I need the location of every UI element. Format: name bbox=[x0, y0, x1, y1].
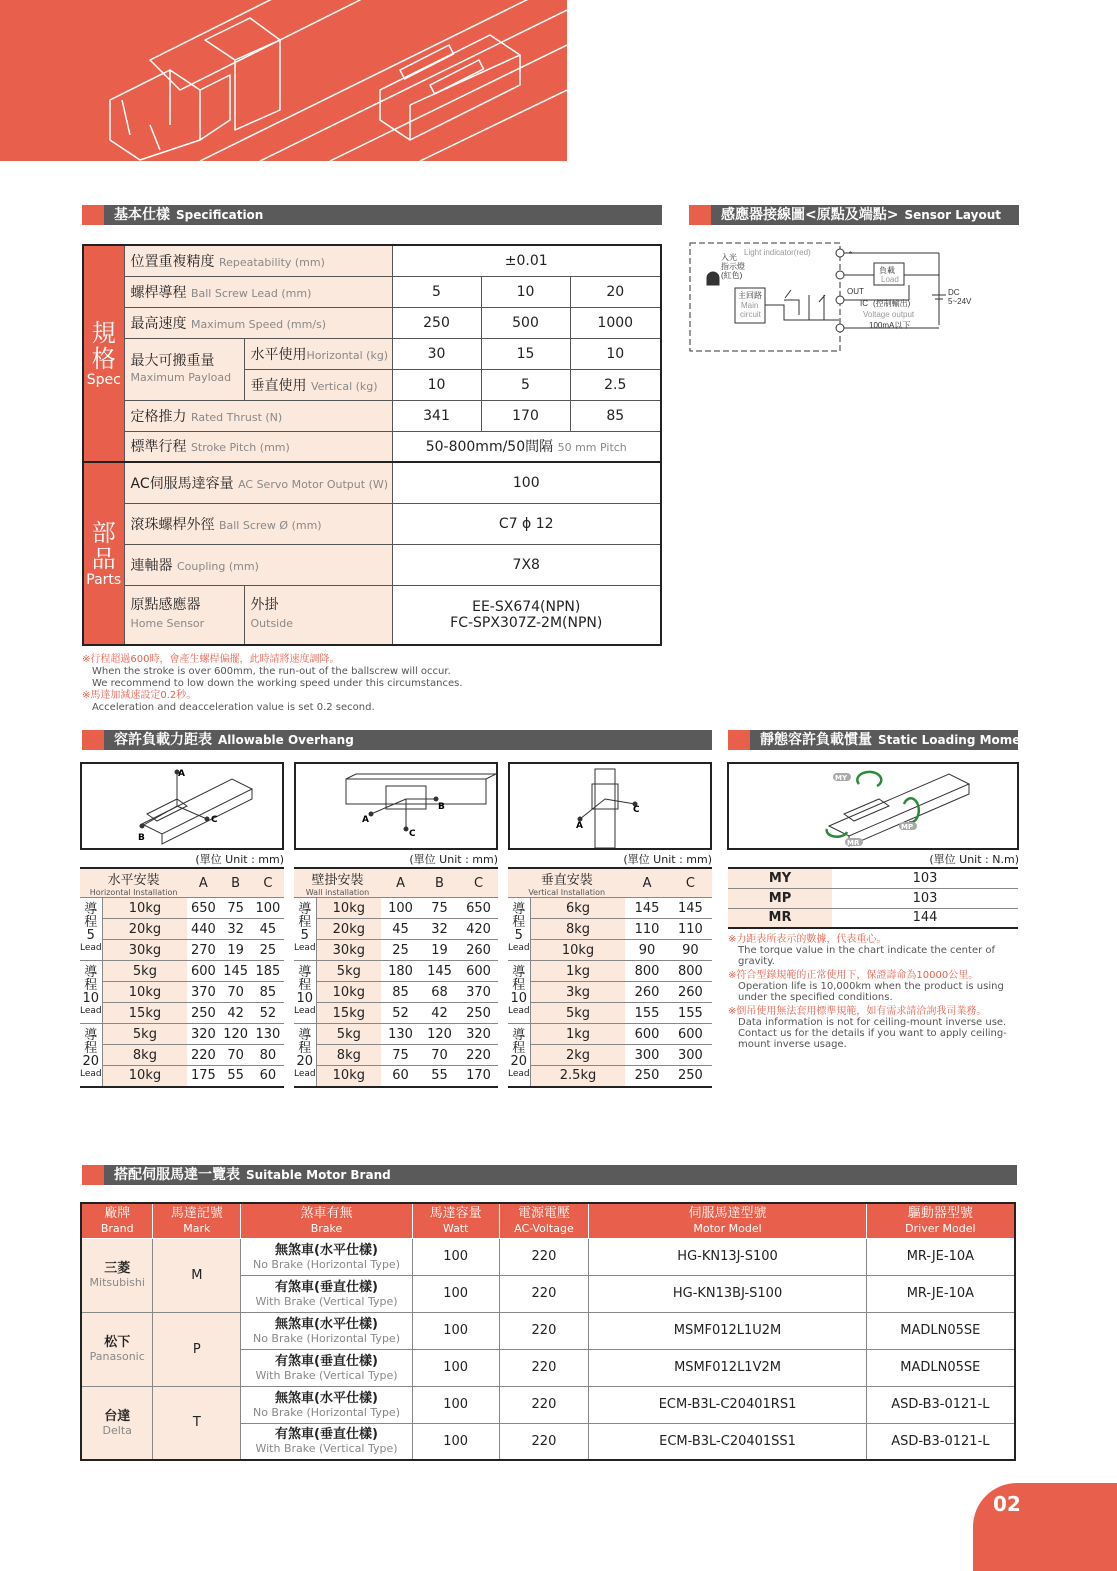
lead-label: 導程 20 Lead bbox=[294, 1024, 316, 1087]
spec-row-speed: 最高速度 Maximum Speed (mm/s) 250 500 1000 bbox=[83, 307, 661, 338]
svg-text:MP: MP bbox=[901, 823, 914, 831]
spec-row-repeatability: 規 格 Spec 位置重複精度 Repeatability (mm) ±0.01 bbox=[83, 245, 661, 276]
svg-text:5~24V: 5~24V bbox=[948, 297, 972, 306]
table-header-row: 垂直安裝 Vertical Installation A C bbox=[508, 868, 712, 898]
table-row: 導程 20 Lead 5kg 130 120 320 bbox=[294, 1024, 498, 1045]
spec-row-thrust: 定格推力 Rated Thrust (N) 341 170 85 bbox=[83, 400, 661, 431]
motor-header-row: 廠牌 Brand 馬達記號 Mark 煞車有無 Brake 馬達容量 Watt 電源電壓 AC-Voltage 伺服馬達型號 Motor Model 驅動器型號 Driver Model bbox=[81, 1203, 1015, 1238]
table-row: 20kg 45 32 420 bbox=[294, 919, 498, 940]
table-row: 導程 5 Lead 10kg 650 75 100 bbox=[80, 898, 284, 919]
overhang-unit: (單位 Unit : mm) bbox=[409, 853, 498, 866]
lead-label: 導程 10 Lead bbox=[80, 961, 102, 1024]
spec-row-payload-v: 垂直使用 Vertical (kg) 10 5 2.5 bbox=[83, 369, 661, 400]
vertical-install-diagram bbox=[508, 762, 712, 850]
table-row: 導程 20 Lead 5kg 320 120 130 bbox=[80, 1024, 284, 1045]
svg-text:指示燈: 指示燈 bbox=[721, 262, 745, 271]
overhang-unit: (單位 Unit : mm) bbox=[195, 853, 284, 866]
motor-section-header: 搭配伺服馬達一覽表 Suitable Motor Brand bbox=[82, 1165, 1017, 1185]
overhang-unit: (單位 Unit : mm) bbox=[623, 853, 712, 866]
svg-text:*: * bbox=[849, 250, 853, 259]
sensor-section-header: 感應器接線圖<原點及端點> Sensor Layout bbox=[689, 205, 1019, 225]
table-row: 10kg 90 90 bbox=[508, 940, 712, 961]
table-row: 2kg 300 300 bbox=[508, 1045, 712, 1066]
svg-text:Light indicator(red): Light indicator(red) bbox=[744, 248, 811, 257]
svg-text:MR: MR bbox=[847, 839, 860, 847]
table-row: 有煞車(垂直仕樣) With Brake (Vertical Type) 100 220 MSMF012L1V2M MADLN05SE bbox=[81, 1349, 1015, 1386]
lead-label: 導程 20 Lead bbox=[80, 1024, 102, 1087]
table-row: 10kg 370 70 85 bbox=[80, 982, 284, 1003]
spec-table bbox=[82, 244, 662, 646]
svg-text:MY: MY bbox=[835, 774, 848, 782]
svg-text:Main: Main bbox=[741, 301, 759, 310]
lead-label: 導程 5 Lead bbox=[294, 898, 316, 961]
page-number: 02 bbox=[973, 1483, 1117, 1571]
motor-table bbox=[80, 1202, 1016, 1461]
table-row: 15kg 250 42 52 bbox=[80, 1003, 284, 1024]
product-banner bbox=[0, 0, 567, 161]
lead-label: 導程 20 Lead bbox=[508, 1024, 530, 1087]
overhang-table bbox=[508, 867, 712, 1088]
table-row: 8kg 220 70 80 bbox=[80, 1045, 284, 1066]
table-row: 10kg 175 55 60 bbox=[80, 1066, 284, 1087]
table-row: 20kg 440 32 45 bbox=[80, 919, 284, 940]
svg-text:Voltage output: Voltage output bbox=[863, 310, 915, 319]
table-row: 導程 5 Lead 6kg 145 145 bbox=[508, 898, 712, 919]
table-row: 三菱 Mitsubishi M 無煞車(水平仕樣) No Brake (Horizontal Type) 100 220 HG-KN13J-S100 MR-JE-10A bbox=[81, 1238, 1015, 1275]
moment-diagram bbox=[727, 762, 1019, 850]
static-moment-table bbox=[728, 867, 1018, 929]
table-row: MP 103 bbox=[728, 888, 1018, 908]
table-row: 導程 20 Lead 1kg 600 600 bbox=[508, 1024, 712, 1045]
lead-label: 導程 10 Lead bbox=[294, 961, 316, 1024]
table-row: 8kg 75 70 220 bbox=[294, 1045, 498, 1066]
svg-text:100mA以下: 100mA以下 bbox=[869, 321, 911, 330]
svg-text:IC: IC bbox=[860, 299, 868, 308]
svg-text:Load: Load bbox=[881, 275, 899, 284]
table-row: 30kg 270 19 25 bbox=[80, 940, 284, 961]
table-row: 30kg 25 19 260 bbox=[294, 940, 498, 961]
table-row: 導程 5 Lead 10kg 100 75 650 bbox=[294, 898, 498, 919]
spec-row-motor: 部 品 Parts AC伺服馬達容量 AC Servo Motor Output (W) 100 bbox=[83, 462, 661, 503]
lead-label: 導程 5 Lead bbox=[80, 898, 102, 961]
static-unit: (單位 Unit : N.m) bbox=[929, 853, 1019, 866]
svg-text:circuit: circuit bbox=[740, 310, 761, 319]
svg-text:C: C bbox=[409, 829, 416, 839]
svg-text:(控制輸出): (控制輸出) bbox=[873, 299, 911, 308]
table-row: 10kg 85 68 370 bbox=[294, 982, 498, 1003]
svg-text:B: B bbox=[138, 833, 145, 843]
table-row: 導程 10 Lead 5kg 600 145 185 bbox=[80, 961, 284, 982]
svg-text:C: C bbox=[633, 805, 640, 815]
svg-text:B: B bbox=[438, 802, 445, 812]
spec-notes: ※行程超過600時，會產生螺桿偏擺，此時請將速度調降。 When the stroke is over 600mm, the run-out of the ballscrew will occur. We recommend to low down the working speed under this circumstances. ※馬達加減速設定0.2秒。 Acceleration and deacceleration value is set 0.2 second. bbox=[82, 654, 463, 713]
table-header-row: 壁掛安裝 Wall installation A B C bbox=[294, 868, 498, 898]
table-row: 5kg 155 155 bbox=[508, 1003, 712, 1024]
table-row: MR 144 bbox=[728, 908, 1018, 928]
spec-section-header: 基本仕樣 Specification bbox=[82, 205, 662, 225]
svg-text:A: A bbox=[178, 769, 185, 779]
spec-row-sensor: 原點感應器 Home Sensor 外掛 Outside EE-SX674(NPN) FC-SPX307Z-2M(NPN) bbox=[83, 585, 661, 645]
table-row: 導程 10 Lead 5kg 180 145 600 bbox=[294, 961, 498, 982]
svg-text:A: A bbox=[362, 815, 369, 825]
spec-row-screw: 滾珠螺桿外徑 Ball Screw Ø (mm) C7 ϕ 12 bbox=[83, 503, 661, 544]
table-row: 8kg 110 110 bbox=[508, 919, 712, 940]
table-row: 有煞車(垂直仕樣) With Brake (Vertical Type) 100 220 HG-KN13BJ-S100 MR-JE-10A bbox=[81, 1275, 1015, 1312]
table-row: 3kg 260 260 bbox=[508, 982, 712, 1003]
wall-install-diagram bbox=[294, 762, 498, 850]
table-row: 15kg 52 42 250 bbox=[294, 1003, 498, 1024]
spec-row-payload-h: 最大可搬重量 Maximum Payload 水平使用Horizontal (kg) 30 15 10 bbox=[83, 338, 661, 369]
lead-label: 導程 5 Lead bbox=[508, 898, 530, 961]
static-notes: ※力距表所表示的數據，代表重心。 The torque value in the chart indicate the center of gravity. ※符合型錄規範的正常使用下，保證壽命為10000公里。 Operation life is 10,000km when the product is using under the specified conditions. ※倒吊使用無法套用標準規範，如有需求請洽詢我司業務。 Data information is not for ceiling-mount inverse use. Contact us for the details if you want to apply ceiling-mount inverse usage. bbox=[728, 934, 1007, 1050]
svg-text:入光: 入光 bbox=[721, 253, 737, 262]
svg-text:C: C bbox=[211, 815, 218, 825]
svg-text:A: A bbox=[576, 821, 583, 831]
table-row: MY 103 bbox=[728, 868, 1018, 888]
horizontal-install-diagram bbox=[80, 762, 284, 850]
svg-text:負載: 負載 bbox=[879, 266, 895, 275]
spec-row-lead: 螺桿導程 Ball Screw Lead (mm) 5 10 20 bbox=[83, 276, 661, 307]
linear-actuator-illustration bbox=[0, 0, 567, 161]
overhang-section-header: 容許負載力距表 Allowable Overhang bbox=[82, 730, 712, 750]
svg-text:(紅色): (紅色) bbox=[721, 271, 743, 280]
table-header-row: 水平安裝 Horizontal Installation A B C bbox=[80, 868, 284, 898]
table-row: 導程 10 Lead 1kg 800 800 bbox=[508, 961, 712, 982]
table-row: 台達 Delta T 無煞車(水平仕樣) No Brake (Horizontal Type) 100 220 ECM-B3L-C20401RS1 ASD-B3-0121-L bbox=[81, 1386, 1015, 1423]
overhang-table bbox=[294, 867, 498, 1088]
svg-text:OUT: OUT bbox=[847, 287, 864, 296]
svg-text:主回路: 主回路 bbox=[738, 291, 762, 300]
spec-row-coupling: 連軸器 Coupling (mm) 7X8 bbox=[83, 544, 661, 585]
spec-category: 規 格 Spec bbox=[83, 245, 124, 462]
static-moment-section-header: 靜態容許負載慣量 Static Loading Moment bbox=[728, 730, 1018, 750]
parts-category: 部 品 Parts bbox=[83, 462, 124, 645]
overhang-table bbox=[80, 867, 284, 1088]
lead-label: 導程 10 Lead bbox=[508, 961, 530, 1024]
spec-row-stroke: 標準行程 Stroke Pitch (mm) 50-800mm/50間隔 50 mm Pitch bbox=[83, 431, 661, 462]
table-row: 2.5kg 250 250 bbox=[508, 1066, 712, 1087]
table-row: 有煞車(垂直仕樣) With Brake (Vertical Type) 100 220 ECM-B3L-C20401SS1 ASD-B3-0121-L bbox=[81, 1423, 1015, 1460]
svg-text:DC: DC bbox=[948, 288, 960, 297]
table-row: 松下 Panasonic P 無煞車(水平仕樣) No Brake (Horizontal Type) 100 220 MSMF012L1U2M MADLN05SE bbox=[81, 1312, 1015, 1349]
sensor-wiring-diagram bbox=[689, 240, 989, 355]
table-row: 10kg 60 55 170 bbox=[294, 1066, 498, 1087]
